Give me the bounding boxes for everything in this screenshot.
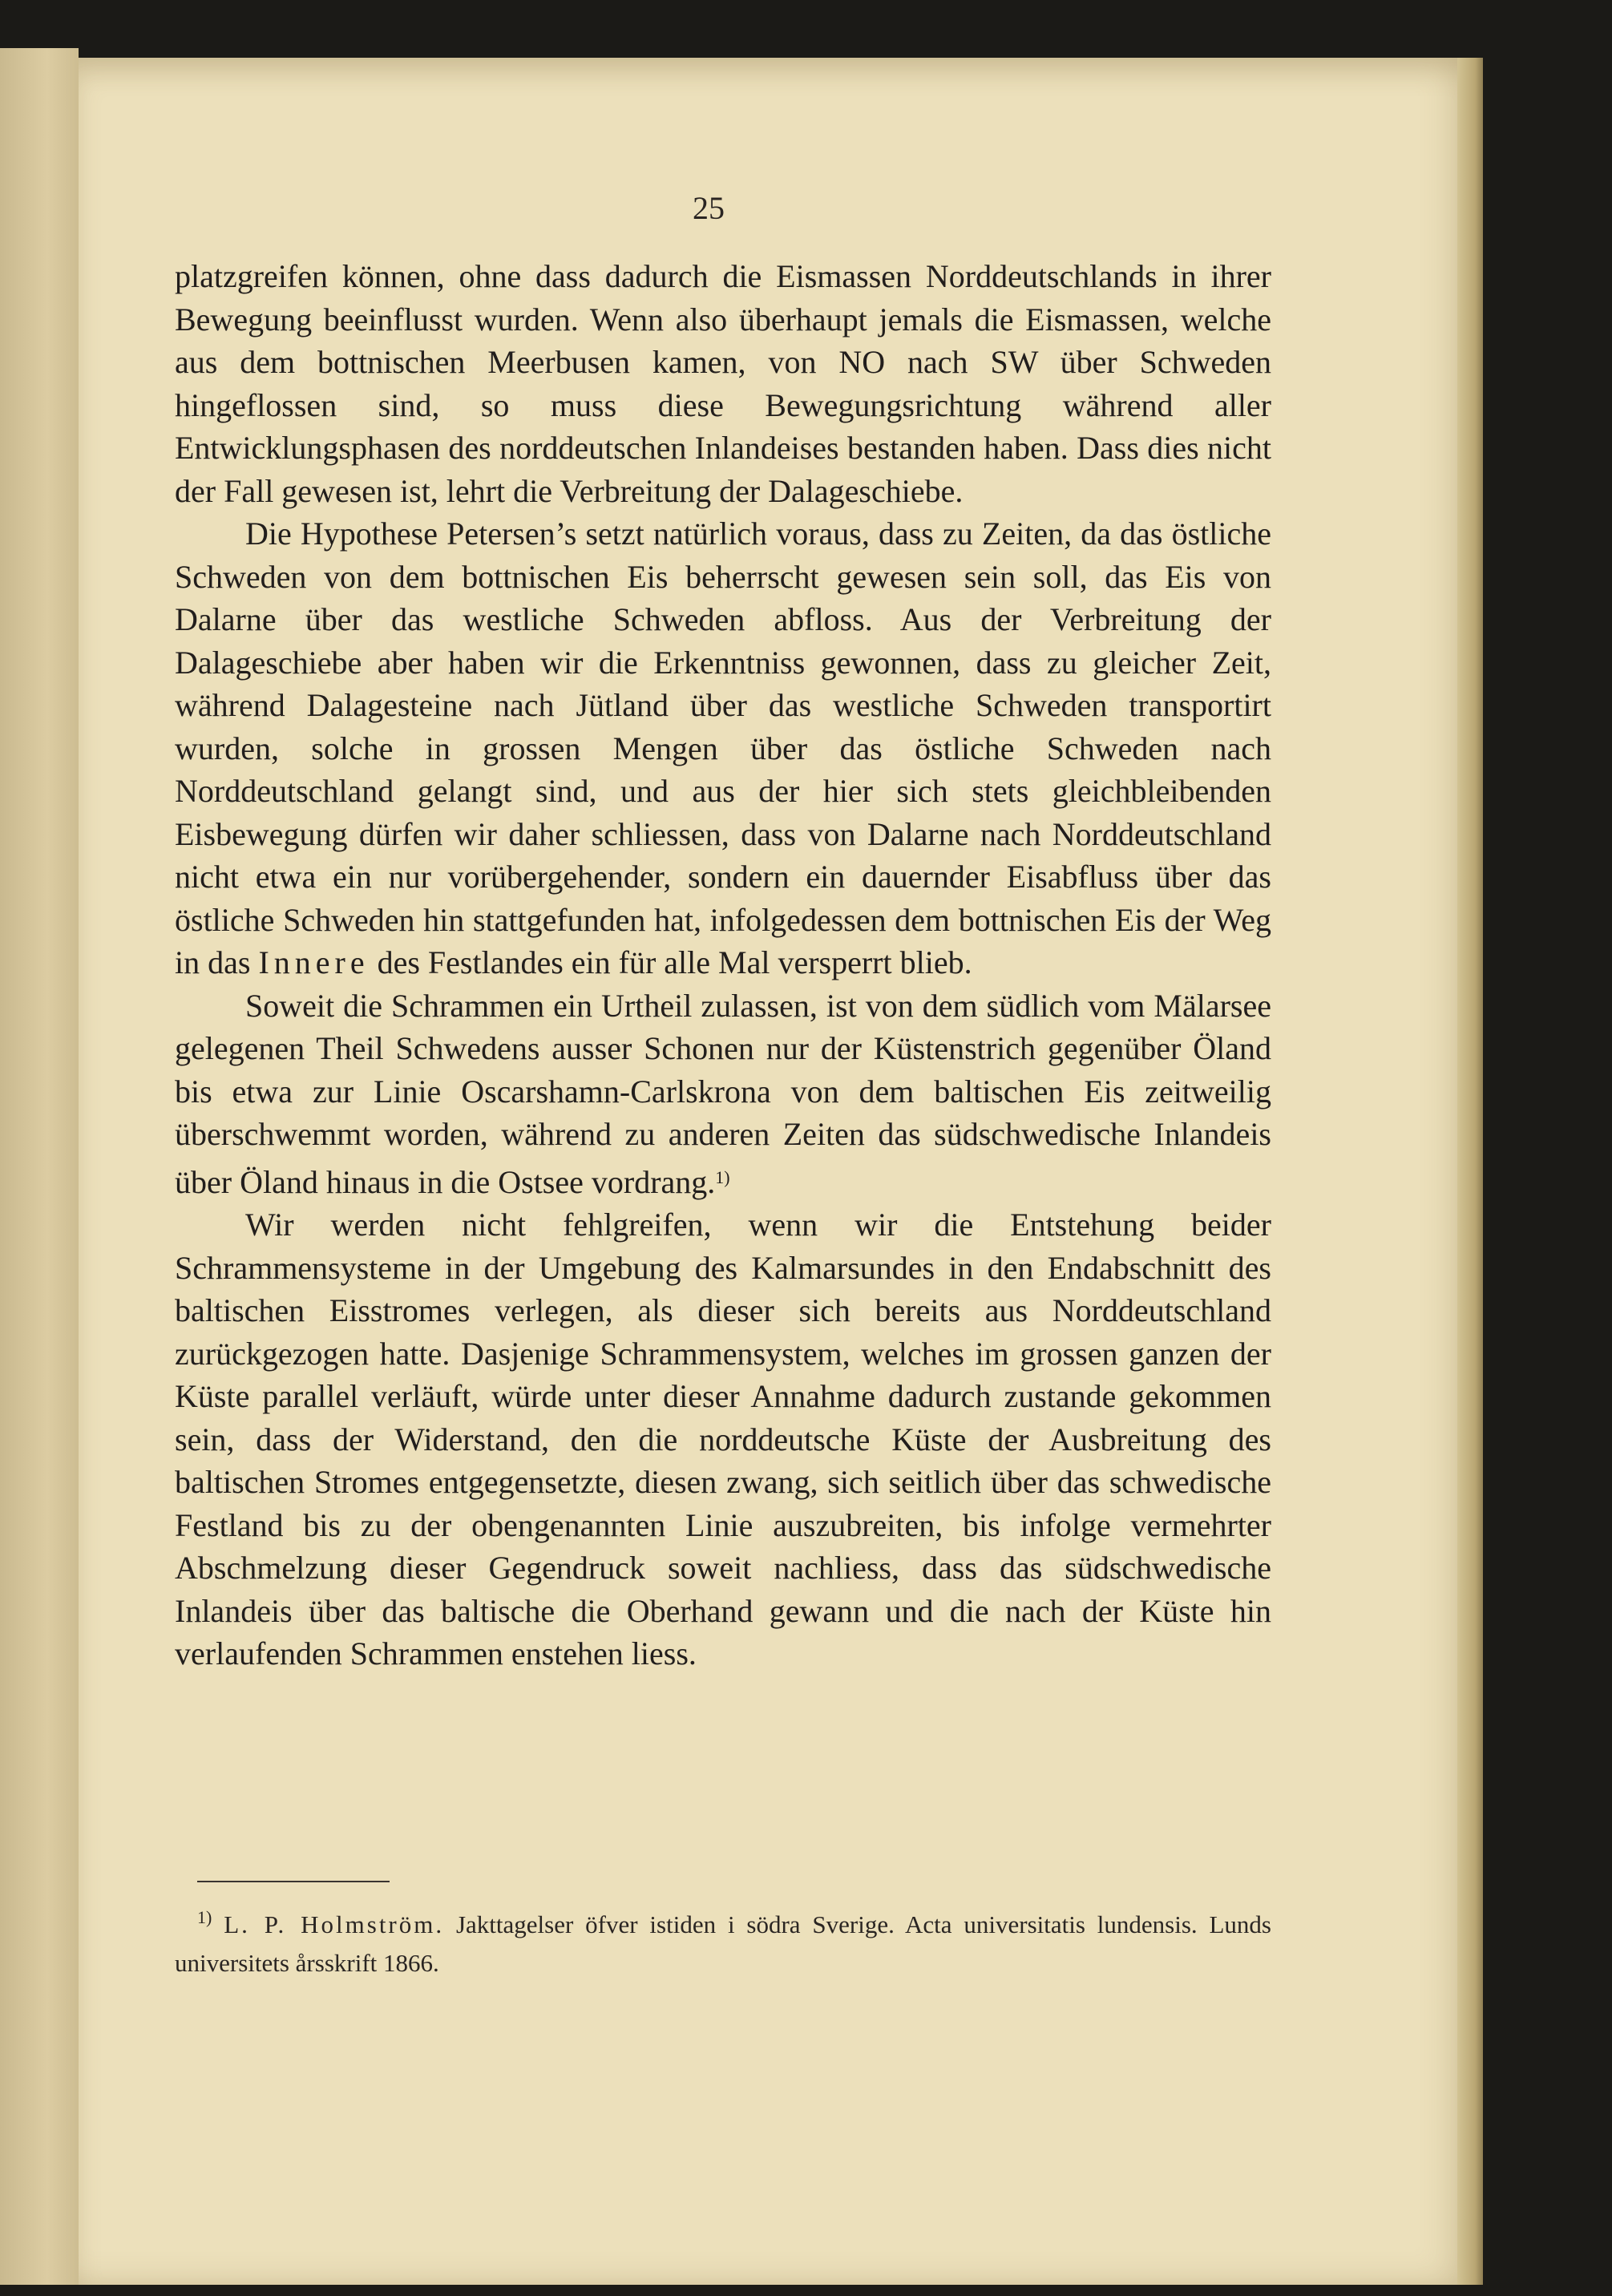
page-edge-shadow xyxy=(1457,58,1483,2285)
footnote-marker: 1) xyxy=(197,1907,212,1927)
footnote-reference: 1) xyxy=(715,1166,730,1187)
paragraph-2 xyxy=(175,512,1271,984)
footnote-text: Jakttagelser öfver istiden i södra Sverige. Acta universitatis lundensis. Lunds universitets årsskrift 1866. xyxy=(175,1910,1272,1977)
paragraph-2-text: Die Hypothese Petersen’s setzt natürlich voraus, dass zu Zeiten, da das östliche Schweden von dem bottnischen Eis beherrscht gewesen sein soll, das Eis von Dalarne über das westliche Schweden abfloss. Aus der Verbreitung der Dalageschiebe aber haben wir die Erkenntniss gewonnen, dass zu gleicher Zeit, während Dalagesteine nach Jütland über das westliche Schweden transportirt wurden, solche in grossen Mengen über das östliche Schweden nach Norddeutschland gelangt sind, und aus der hier sich stets gleichbleibenden Eisbewegung dürfen wir daher schliessen, dass von Dalarne nach Norddeutschland nicht etwa ein nur vorübergehender, sondern ein dauernder Eisabfluss über das östliche Schweden hin stattgefunden hat, infolgedessen dem bottnischen Eis der Weg in das xyxy=(175,515,1271,980)
footnote xyxy=(175,1898,1271,1983)
emphasized-word: Innere xyxy=(258,944,370,980)
footnote-author: L. P. Holmström. xyxy=(224,1910,445,1938)
paragraph-4: Wir werden nicht fehlgreifen, wenn wir die Entstehung beider Schrammensysteme in der Umgebung des Kalmarsundes in den Endabschnitt des baltischen Eisstromes verlegen, als dieser sich bereits aus Norddeutschland zurückgezogen hatte. Dasjenige Schrammensystem, welches im grossen ganzen der Küste parallel verläuft, würde unter dieser Annahme dadurch zustande gekommen sein, dass der Widerstand, den die norddeutsche Küste der Ausbreitung des baltischen Stromes entgegensetzte, diesen zwang, sich seitlich über das schwedische Festland bis zu der obengenannten Linie auszubreiten, bis infolge vermehrter Abschmelzung dieser Gegendruck soweit nachliess, dass das südschwedische Inlandeis über das baltische die Oberhand gewann und die nach der Küste hin verlaufenden Schrammen enstehen liess. xyxy=(175,1207,1271,1671)
paragraph-3-text: Soweit die Schrammen ein Urtheil zulassen, ist von dem südlich vom Mälarsee gelegenen Theil Schwedens ausser Schonen nur der Küstenstrich gegenüber Öland bis etwa zur Linie Oscarshamn-Carlskrona von dem baltischen Eis zeitweilig überschwemmt worden, während zu anderen Zeiten das südschwedische Inlandeis über Öland hinaus in die Ostsee vordrang. xyxy=(175,987,1271,1200)
page-number: 25 xyxy=(693,190,725,226)
facing-page-edge xyxy=(0,48,79,2285)
paragraph-1: platzgreifen können, ohne dass dadurch die Eismassen Norddeutschlands in ihrer Bewegung beeinflusst wurden. Wenn also überhaupt jemals die Eismassen, welche aus dem bottnischen Meerbusen kamen, von NO nach SW über Schweden hingeflossen sind, so muss diese Bewegungsrichtung während aller Entwicklungsphasen des norddeutschen Inlandeises bestanden haben. Dass dies nicht der Fall gewesen ist, lehrt die Verbreitung der Dalageschiebe. xyxy=(175,258,1271,509)
footnote-divider xyxy=(197,1881,390,1882)
paragraph-3 xyxy=(175,984,1271,1204)
paragraph-2-tail: des Festlandes ein für alle Mal versperrt blieb. xyxy=(377,944,972,980)
body-text xyxy=(175,255,1271,1676)
